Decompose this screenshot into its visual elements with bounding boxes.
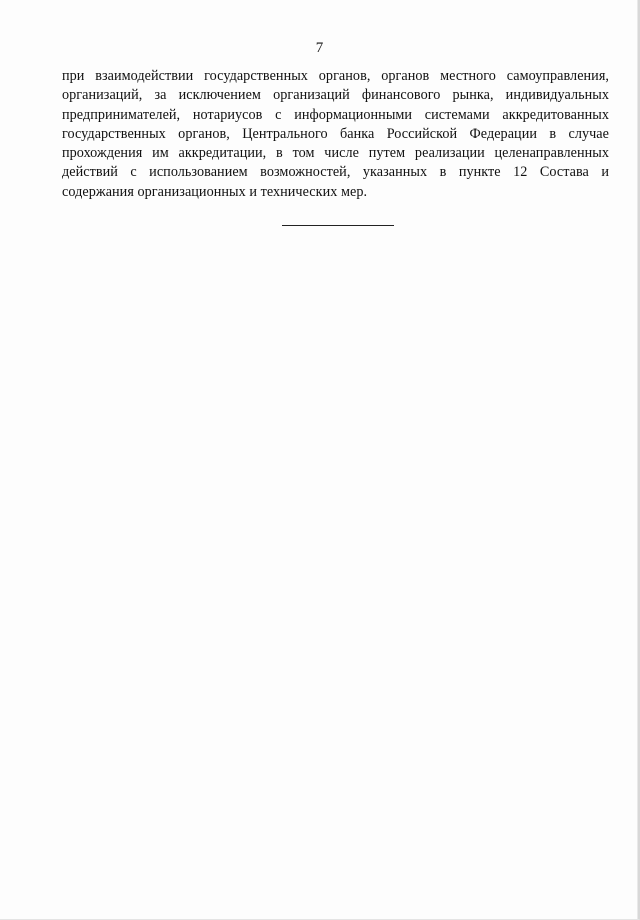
body-paragraph	[62, 67, 609, 202]
end-separator-line	[282, 225, 394, 226]
paragraph-line: прохождения им аккредитации, в том числе путем реализации целенаправленных	[62, 145, 609, 162]
scan-edge-shadow	[637, 0, 639, 919]
page-number: 7	[315, 40, 324, 56]
paragraph-line: содержания организационных и технических мер.	[62, 183, 368, 200]
paragraph-line: государственных органов, Центрального банка Российской Федерации в случае	[62, 125, 609, 142]
paragraph-line: организаций, за исключением организаций финансового рынка, индивидуальных	[62, 87, 609, 104]
paragraph-line: при взаимодействии государственных органов, органов местного самоуправления,	[62, 68, 609, 84]
paragraph-line: предпринимателей, нотариусов с информационными системами аккредитованных	[62, 106, 609, 123]
paragraph-line: действий с использованием возможностей, указанных в пункте 12 Состава и	[62, 164, 609, 181]
